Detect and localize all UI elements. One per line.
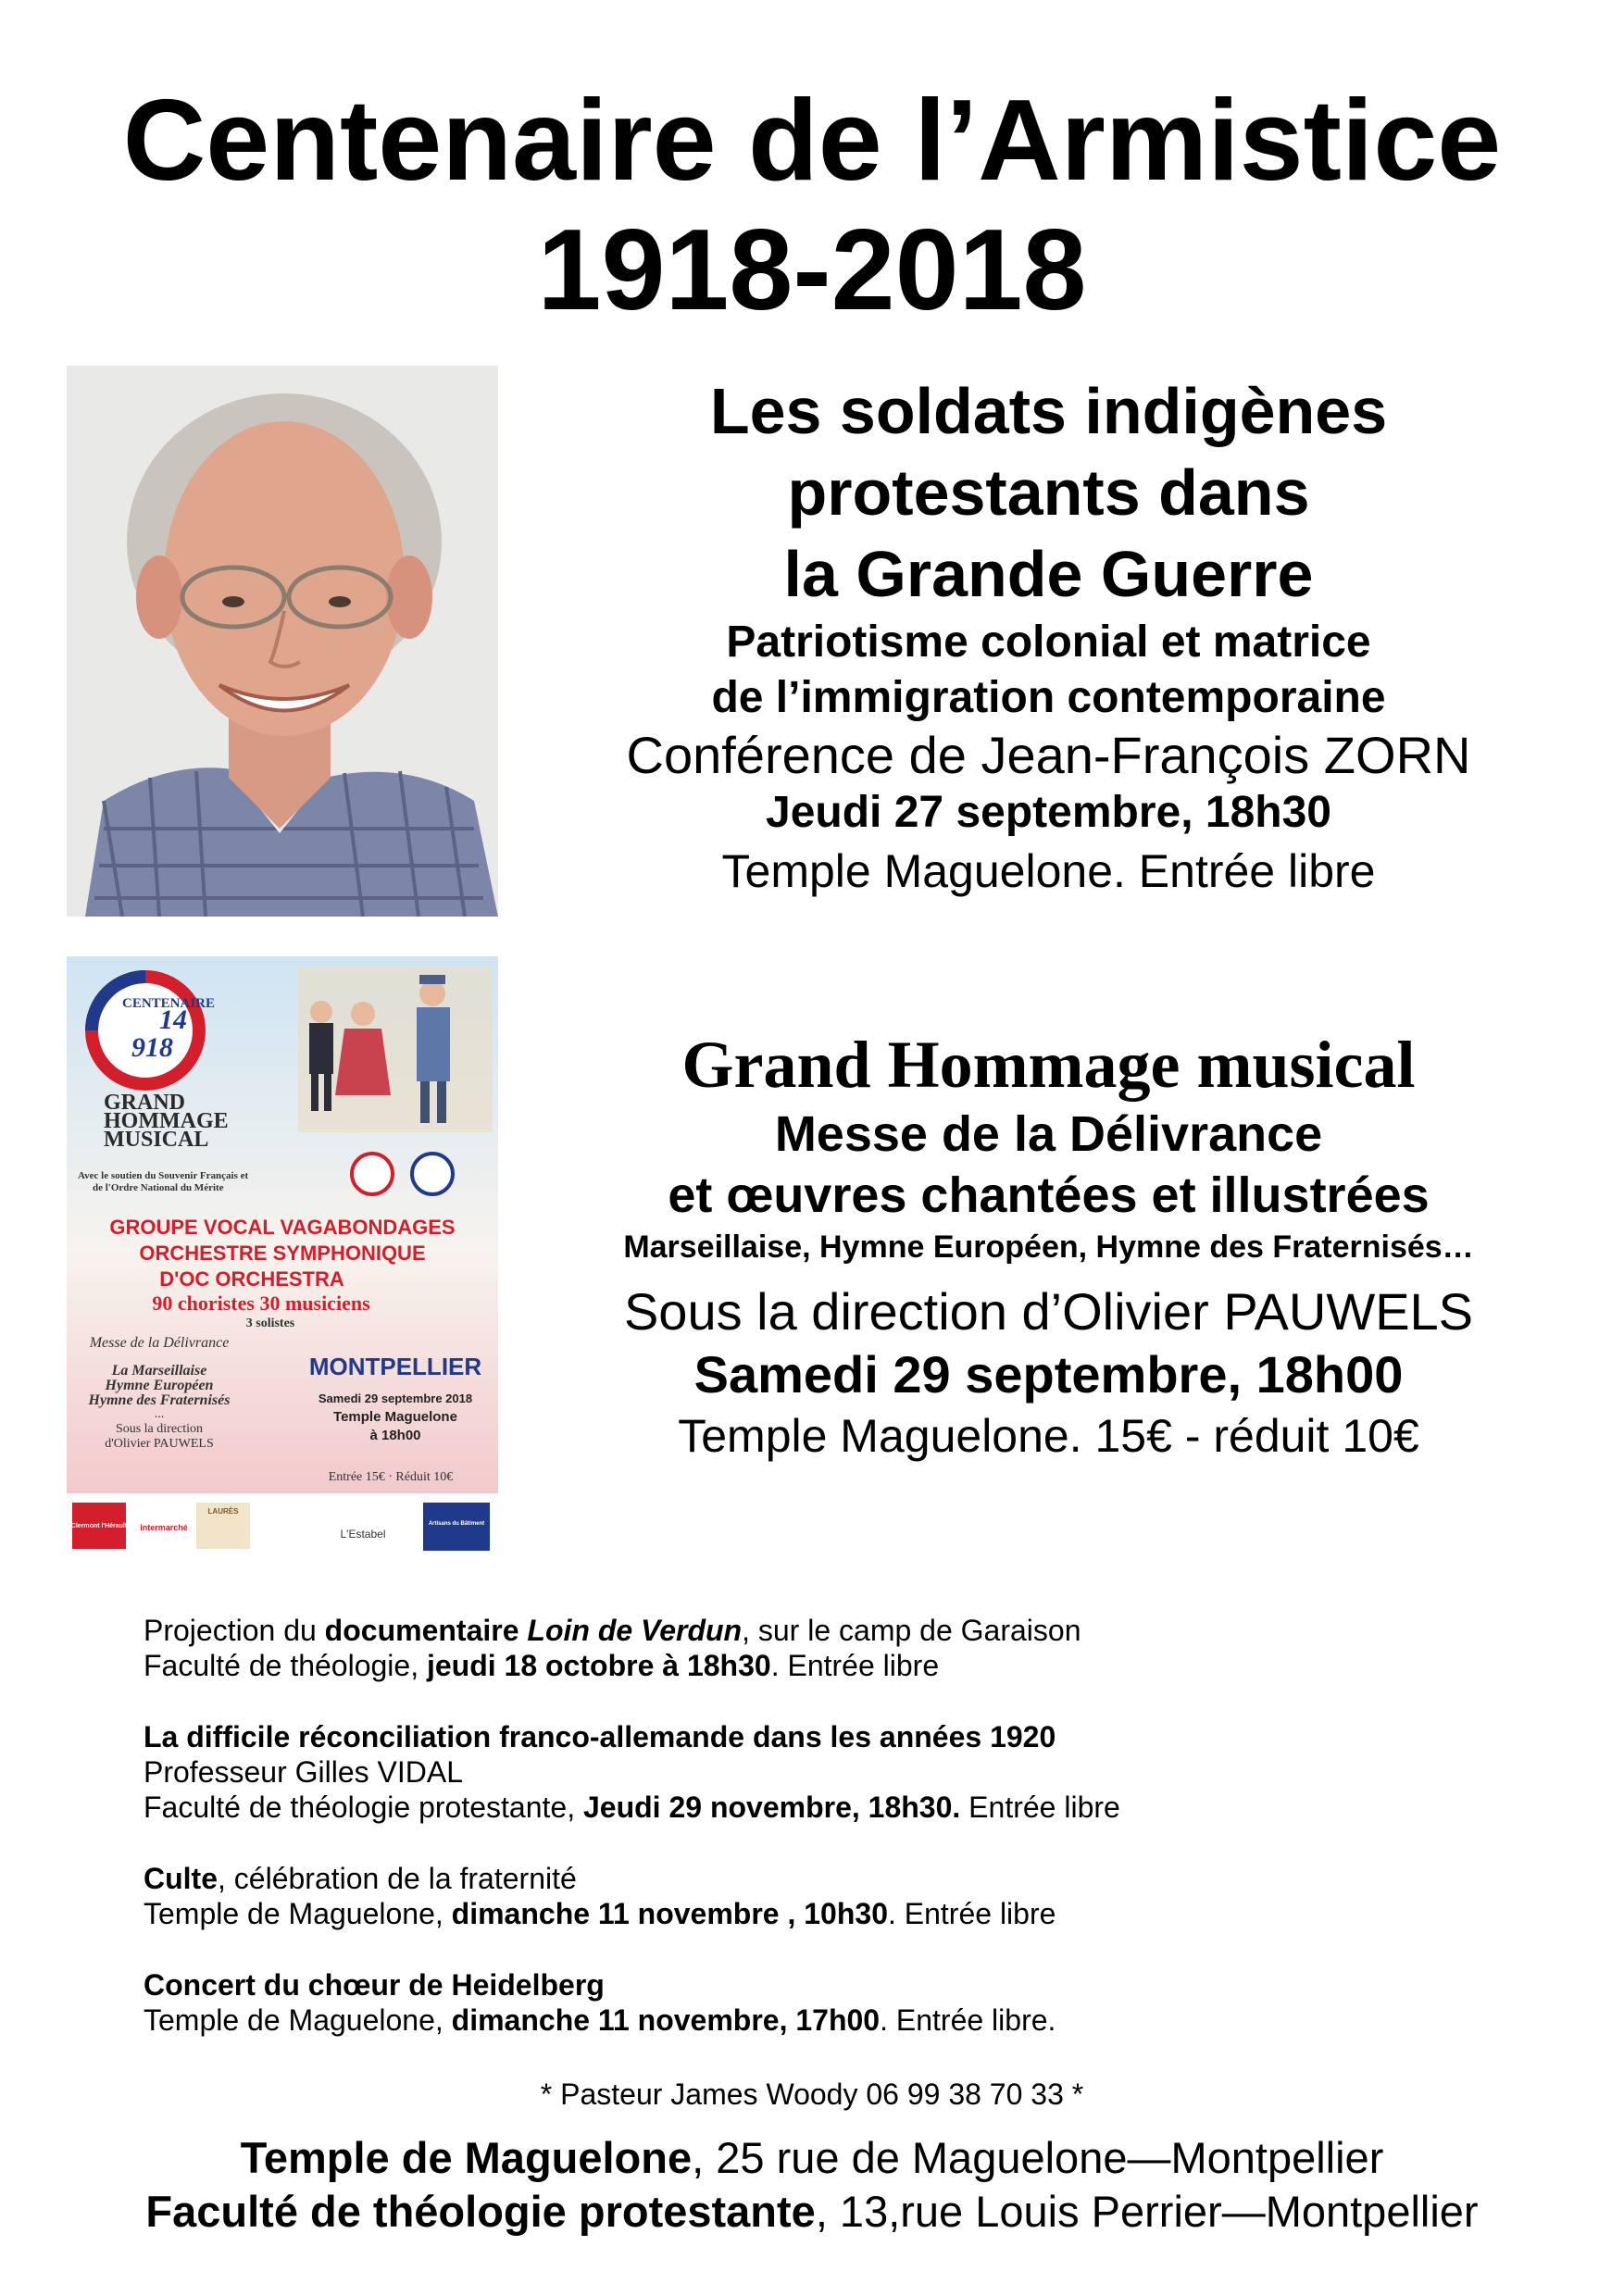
footer-faculty-address: , 13,rue Louis Perrier—Montpellier <box>815 2187 1479 2236</box>
conference-title-line3: la Grande Guerre <box>783 538 1314 610</box>
event1-film-title: Loin de Verdun <box>527 1614 743 1647</box>
footer-temple-name: Temple de Maguelone <box>240 2133 693 2182</box>
event-culte <box>144 1861 1486 1931</box>
poster-price: Entrée 15€ · Réduit 10€ <box>328 1470 454 1484</box>
poster-figures-illustration <box>298 966 493 1132</box>
conference-place: Temple Maguelone. Entrée libre <box>721 845 1376 897</box>
event4-text-a: Temple de Maguelone, <box>144 2003 452 2037</box>
poster-direction-line1: Sous la direction <box>115 1422 204 1436</box>
concert-title: Grand Hommage musical <box>681 1028 1416 1102</box>
concert-line4: Marseillaise, Hymne Européen, Hymne des Fraternisés… <box>623 1229 1474 1265</box>
poster-heading-line1: GRAND <box>104 1091 185 1115</box>
poster-badge-year-b: 918 <box>131 1032 173 1063</box>
events-list <box>144 1613 1486 2074</box>
event1-text-b: documentaire <box>324 1614 528 1647</box>
conference-speaker: Conférence de Jean-François ZORN <box>626 726 1471 784</box>
event-concert-heidelberg <box>144 1967 1486 2038</box>
event4-text-c: . Entrée libre. <box>880 2003 1056 2037</box>
conference-title-line2: protestants dans <box>787 456 1310 529</box>
conference-section <box>523 370 1574 902</box>
event4-date: dimanche 11 novembre, 17h00 <box>451 2003 881 2037</box>
sponsor-2-label: Intermarché <box>140 1523 188 1532</box>
poster-heading-line3: MUSICAL <box>104 1128 209 1152</box>
conference-subtitle-line1: Patriotisme colonial et matrice <box>726 618 1371 667</box>
poster-support-line2: de l'Ordre National du Mérite <box>93 1182 224 1193</box>
poster-date-line2: Temple Maguelone <box>333 1409 457 1425</box>
event2-speaker: Professeur Gilles VIDAL <box>144 1755 464 1789</box>
conference-subtitle-line2: de l’immigration contemporaine <box>711 673 1386 722</box>
concert-poster-artwork <box>67 956 498 1554</box>
poster-group-line1: GROUPE VOCAL VAGABONDAGES <box>109 1216 456 1239</box>
event3-text-c: Temple de Maguelone, <box>144 1897 452 1930</box>
souvenir-francais-logo <box>352 1154 393 1194</box>
event1-date: jeudi 18 octobre à 18h30 <box>426 1649 771 1682</box>
poster-ellipsis: ... <box>154 1407 165 1421</box>
poster-badge-top: CENTENAIRE <box>122 996 216 1011</box>
event1-text-a: Projection du <box>144 1614 325 1647</box>
poster-soloists: 3 solistes <box>245 1316 295 1330</box>
page-title: Centenaire de l’Armistice <box>122 77 1502 205</box>
sponsor-3-label: LAURÈS <box>207 1507 239 1516</box>
poster-badge-year-a: 14 <box>159 1004 187 1035</box>
event3-text-e: . Entrée libre <box>887 1897 1056 1930</box>
poster-works-line1: La Marseillaise <box>111 1363 207 1379</box>
event3-text-b: , célébration de la fraternité <box>218 1862 577 1895</box>
footer-faculty-name: Faculté de théologie protestante <box>145 2187 816 2236</box>
event2-text-c: Entrée libre <box>960 1791 1120 1824</box>
poster-counts: 90 choristes 30 musiciens <box>152 1292 370 1315</box>
event3-title: Culte <box>144 1862 218 1895</box>
concert-line2: Messe de la Délivrance <box>774 1106 1323 1162</box>
poster-date-line1: Samedi 29 septembre 2018 <box>318 1391 473 1405</box>
event1-text-g: . Entrée libre <box>770 1649 940 1682</box>
event-reconciliation <box>144 1719 1486 1825</box>
conference-title-line1: Les soldats indigènes <box>709 375 1388 447</box>
portrait-illustration <box>67 366 498 917</box>
poster-support-line1: Avec le soutien du Souvenir Français et <box>78 1170 249 1181</box>
poster-direction-line2: d'Olivier PAUWELS <box>105 1437 214 1451</box>
footer-temple-address: , 25 rue de Maguelone—Montpellier <box>692 2133 1384 2182</box>
concert-direction: Sous la direction d’Olivier PAUWELS <box>623 1282 1474 1341</box>
poster-works-line2: Hymne Européen <box>105 1378 214 1393</box>
sponsor-5-label: Artisans du Bâtiment <box>428 1521 485 1527</box>
ordre-merite-logo <box>412 1154 453 1194</box>
concert-line3: et œuvres chantées et illustrées <box>668 1167 1430 1223</box>
poster-date-line3: à 18h00 <box>369 1428 421 1443</box>
footer-addresses <box>0 2131 1624 2239</box>
sponsor-4-label: L'Estabel <box>340 1528 386 1541</box>
event1-text-e: Faculté de théologie, <box>144 1649 427 1682</box>
concert-date: Samedi 29 septembre, 18h00 <box>693 1345 1404 1404</box>
poster-works-line3: Hymne des Fraternisés <box>88 1392 231 1408</box>
poster-group-line3: D'OC ORCHESTRA <box>159 1267 344 1291</box>
event3-date: dimanche 11 novembre , 10h30 <box>451 1897 888 1930</box>
sponsor-logo-5 <box>423 1503 490 1551</box>
event4-title: Concert du chœur de Heidelberg <box>144 1968 605 2002</box>
poster-group-line2: ORCHESTRE SYMPHONIQUE <box>139 1242 426 1265</box>
contact-line: * Pasteur James Woody 06 99 38 70 33 * <box>540 2078 1084 2111</box>
poster-city: MONTPELLIER <box>308 1353 482 1380</box>
sponsor-1-label: Clermont l'Hérault <box>70 1523 128 1529</box>
page-title-years: 1918-2018 <box>537 206 1087 334</box>
concert-poster <box>67 956 498 1554</box>
concert-place: Temple Maguelone. 15€ - réduit 10€ <box>678 1410 1419 1462</box>
event2-date: Jeudi 29 novembre, 18h30. <box>582 1791 961 1824</box>
event-documentary <box>144 1613 1486 1683</box>
speaker-photo <box>67 366 498 917</box>
event2-title: La difficile réconciliation franco-allemande dans les années 1920 <box>144 1720 1056 1753</box>
event2-text-a: Faculté de théologie protestante, <box>144 1791 583 1824</box>
concert-section <box>523 1026 1574 1466</box>
conference-date: Jeudi 27 septembre, 18h30 <box>766 788 1331 837</box>
poster-heading-line2: HOMMAGE <box>104 1109 229 1133</box>
event1-text-d: , sur le camp de Garaison <box>742 1614 1081 1647</box>
poster-mass: Messe de la Délivrance <box>89 1335 230 1351</box>
